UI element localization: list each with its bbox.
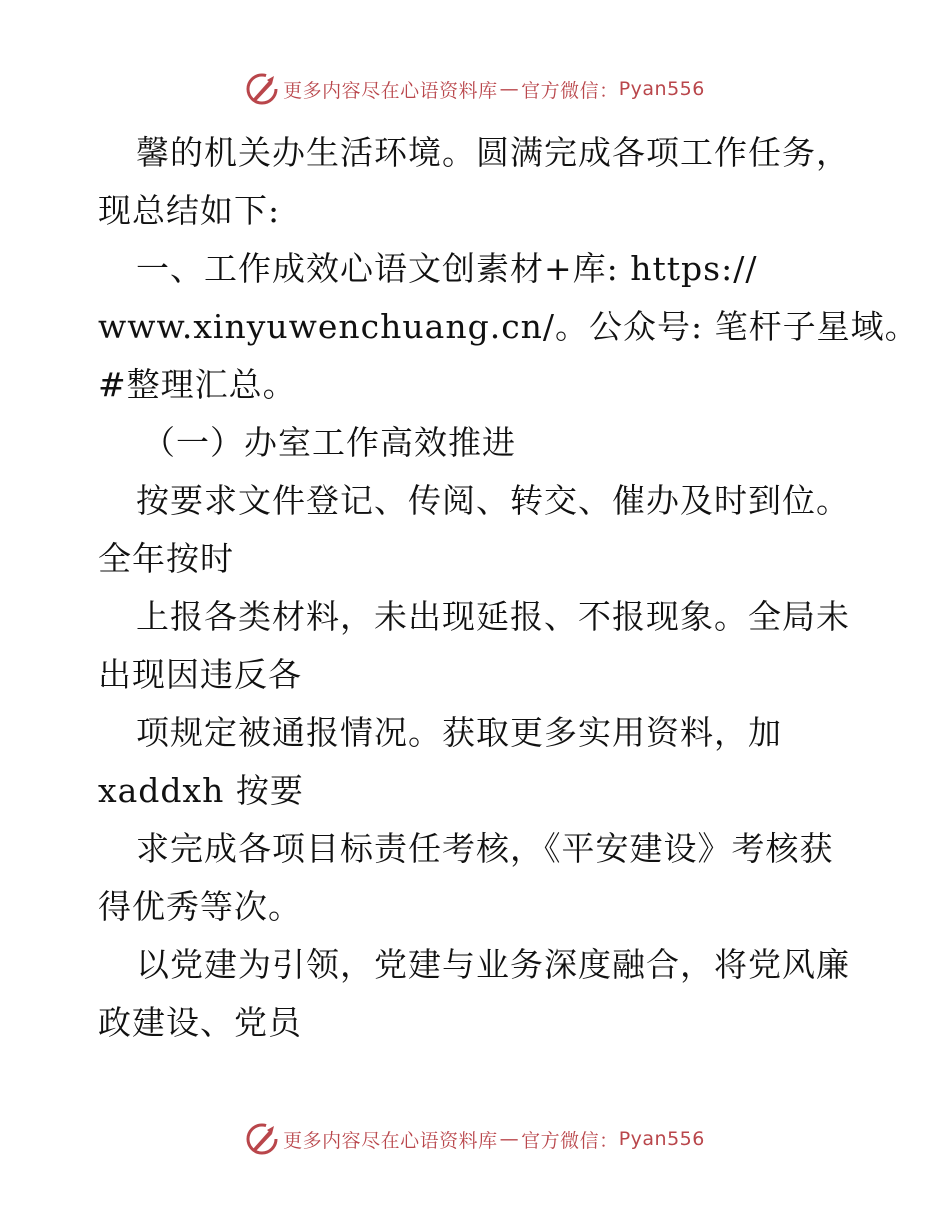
section-heading: 一、工作成效心语文创素材+库: https://	[136, 249, 758, 288]
banner-title: 更多内容尽在心语资料库	[283, 1129, 498, 1152]
subsection-heading: （一）办室工作高效推进	[142, 423, 516, 462]
paragraph-line: www.xinyuwenchuang.cn/。公众号: 笔杆子星域。	[98, 307, 919, 346]
quill-logo-icon	[245, 72, 279, 106]
banner-dash: —	[499, 78, 520, 100]
paragraph-line: 出现因违反各	[98, 655, 302, 694]
banner-title: 更多内容尽在心语资料库	[283, 79, 498, 102]
header-banner	[0, 72, 950, 106]
quill-logo-icon	[245, 1122, 279, 1156]
paragraph-line: #整理汇总。	[98, 365, 297, 404]
paragraph-line: 政建设、党员	[98, 1003, 302, 1042]
banner-contact-label: 官方微信：	[521, 79, 619, 102]
paragraph-line: 馨的机关办生活环境。圆满完成各项工作任务，	[136, 133, 850, 172]
banner-contact-id: Pyan556	[618, 1128, 705, 1150]
paragraph-line: 求完成各项目标责任考核，《平安建设》考核获	[136, 829, 834, 868]
footer-banner	[0, 1122, 950, 1156]
banner-contact-id: Pyan556	[618, 78, 705, 100]
paragraph-line: 上报各类材料，未出现延报、不报现象。全局未	[136, 597, 850, 636]
paragraph-line: xaddxh 按要	[98, 771, 304, 810]
paragraph-line: 得优秀等次。	[98, 887, 302, 926]
banner-contact-label: 官方微信：	[521, 1129, 619, 1152]
banner-dash: —	[499, 1128, 520, 1150]
paragraph-line: 以党建为引领，党建与业务深度融合，将党风廉	[136, 945, 850, 984]
paragraph-line: 项规定被通报情况。获取更多实用资料，加	[136, 713, 782, 752]
document-body	[98, 124, 919, 1052]
paragraph-line: 全年按时	[98, 539, 234, 578]
paragraph-line: 按要求文件登记、传阅、转交、催办及时到位。	[136, 481, 850, 520]
paragraph-line: 现总结如下:	[98, 191, 281, 230]
